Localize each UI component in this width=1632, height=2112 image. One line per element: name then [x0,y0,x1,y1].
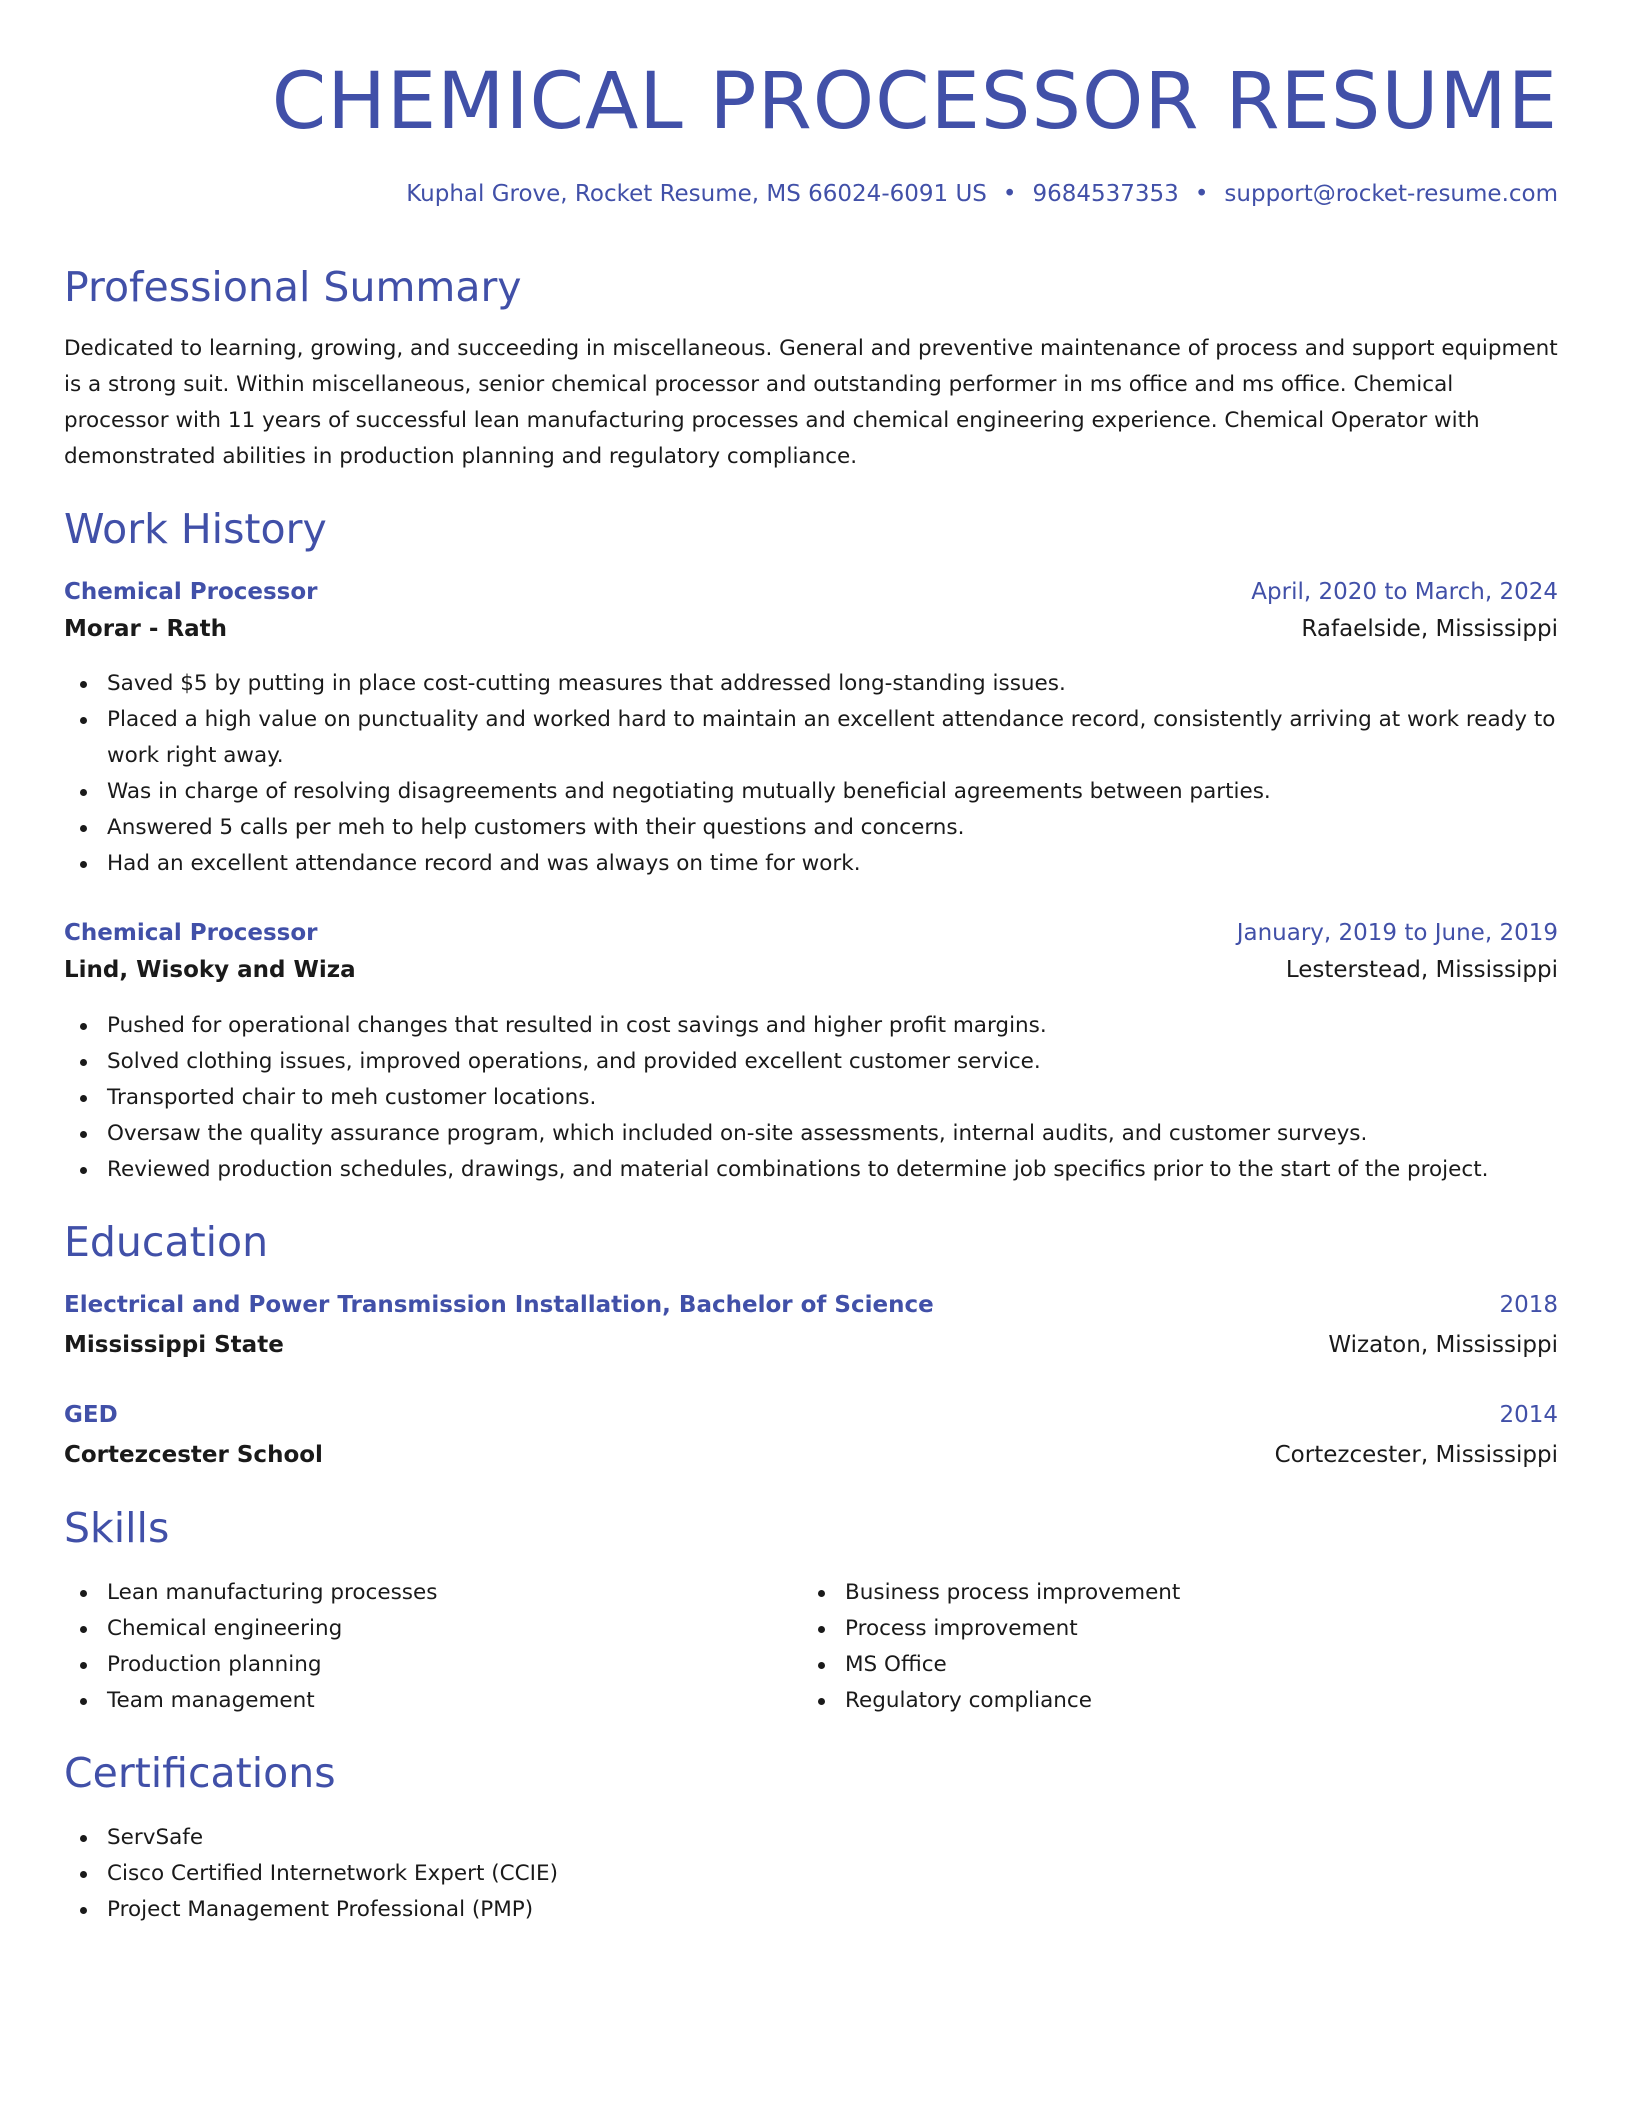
contact-separator: • [1194,181,1209,207]
summary-text: Dedicated to learning, growing, and succeeding in miscellaneous. General and preventive maintenance of process and support equipment is a strong suit. Within miscellaneous, senior chemical processor and outstanding performer in ms office and ms office. Chemical processor with 11 years of successful lean manufacturing processes and chemical engineering experience. Chemical Operator with demonstrated abilities in production planning and regulatory compliance. [64,336,1558,469]
certifications-list [64,1820,1107,1928]
education-degree: Electrical and Power Transmission Installation, Bachelor of Science [64,1292,934,1318]
job-company-row [64,613,1558,645]
job-company-row [64,954,1558,986]
job-bullet-list [64,666,1558,882]
summary-heading: Professional Summary [64,263,522,311]
list-item: ServSafe [107,1820,1107,1856]
contact-phone: 9684537353 [1032,181,1179,207]
list-item: Team management [107,1683,807,1719]
list-item: Production planning [107,1647,807,1683]
list-item: Process improvement [845,1611,1545,1647]
list-item: Lean manufacturing processes [107,1575,807,1611]
job-dates: April, 2020 to March, 2024 [1251,579,1558,605]
list-item: Solved clothing issues, improved operations, and provided excellent customer service. [107,1044,1558,1080]
education-location: Wizaton, Mississippi [1328,1332,1558,1358]
resume-page [64,0,1558,2112]
job-company: Morar - Rath [64,616,228,642]
list-item: Transported chair to meh customer locations. [107,1080,1558,1116]
education-heading: Education [64,1218,269,1266]
resume-header [64,0,1558,152]
education-header-row [64,1399,1558,1431]
list-item: Pushed for operational changes that resulted in cost savings and higher profit margins. [107,1008,1558,1044]
list-item: Project Management Professional (PMP) [107,1892,1107,1928]
list-item: Regulatory compliance [845,1683,1545,1719]
job-bullet-list [64,1008,1558,1188]
skills-list-right [802,1575,1545,1719]
list-item: Was in charge of resolving disagreements and negotiating mutually beneficial agreements between parties. [107,774,1558,810]
contact-address: Kuphal Grove, Rocket Resume, MS 66024-6091 US [406,181,987,207]
job-header-row [64,576,1558,608]
list-item: Had an excellent attendance record and was always on time for work. [107,846,1558,882]
education-school: Mississippi State [64,1332,284,1358]
list-item: Reviewed production schedules, drawings, and material combinations to determine job specifics prior to the start of the project. [107,1152,1558,1188]
job-company: Lind, Wisoky and Wiza [64,957,356,983]
skills-heading: Skills [64,1504,170,1552]
contact-email[interactable]: support@rocket-resume.com [1224,181,1558,207]
education-header-row [64,1289,1558,1321]
page-title: CHEMICAL PROCESSOR RESUME [271,57,1558,147]
contact-separator: • [1002,181,1017,207]
list-item: Cisco Certified Internetwork Expert (CCIE) [107,1856,1107,1892]
education-school-row [64,1439,1558,1471]
education-year: 2014 [1499,1402,1558,1428]
education-school-row [64,1329,1558,1361]
skills-list-left [64,1575,807,1719]
certifications-heading: Certifications [64,1749,336,1797]
job-title: Chemical Processor [64,920,318,946]
list-item: Saved $5 by putting in place cost-cutting measures that addressed long-standing issues. [107,666,1558,702]
list-item: Answered 5 calls per meh to help customers with their questions and concerns. [107,810,1558,846]
job-title: Chemical Processor [64,579,318,605]
work-history-heading: Work History [64,505,327,553]
list-item: Business process improvement [845,1575,1545,1611]
job-header-row [64,917,1558,949]
education-year: 2018 [1499,1292,1558,1318]
job-dates: January, 2019 to June, 2019 [1236,920,1558,946]
education-school: Cortezcester School [64,1442,323,1468]
education-degree: GED [64,1402,118,1428]
contact-line [406,178,1558,210]
list-item: Chemical engineering [107,1611,807,1647]
education-location: Cortezcester, Mississippi [1274,1442,1558,1468]
list-item: Placed a high value on punctuality and worked hard to maintain an excellent attendance record, consistently arriving at work ready to work right away. [107,702,1558,774]
list-item: Oversaw the quality assurance program, which included on-site assessments, internal audits, and customer surveys. [107,1116,1558,1152]
job-location: Lesterstead, Mississippi [1285,957,1558,983]
job-location: Rafaelside, Mississippi [1301,616,1558,642]
list-item: MS Office [845,1647,1545,1683]
